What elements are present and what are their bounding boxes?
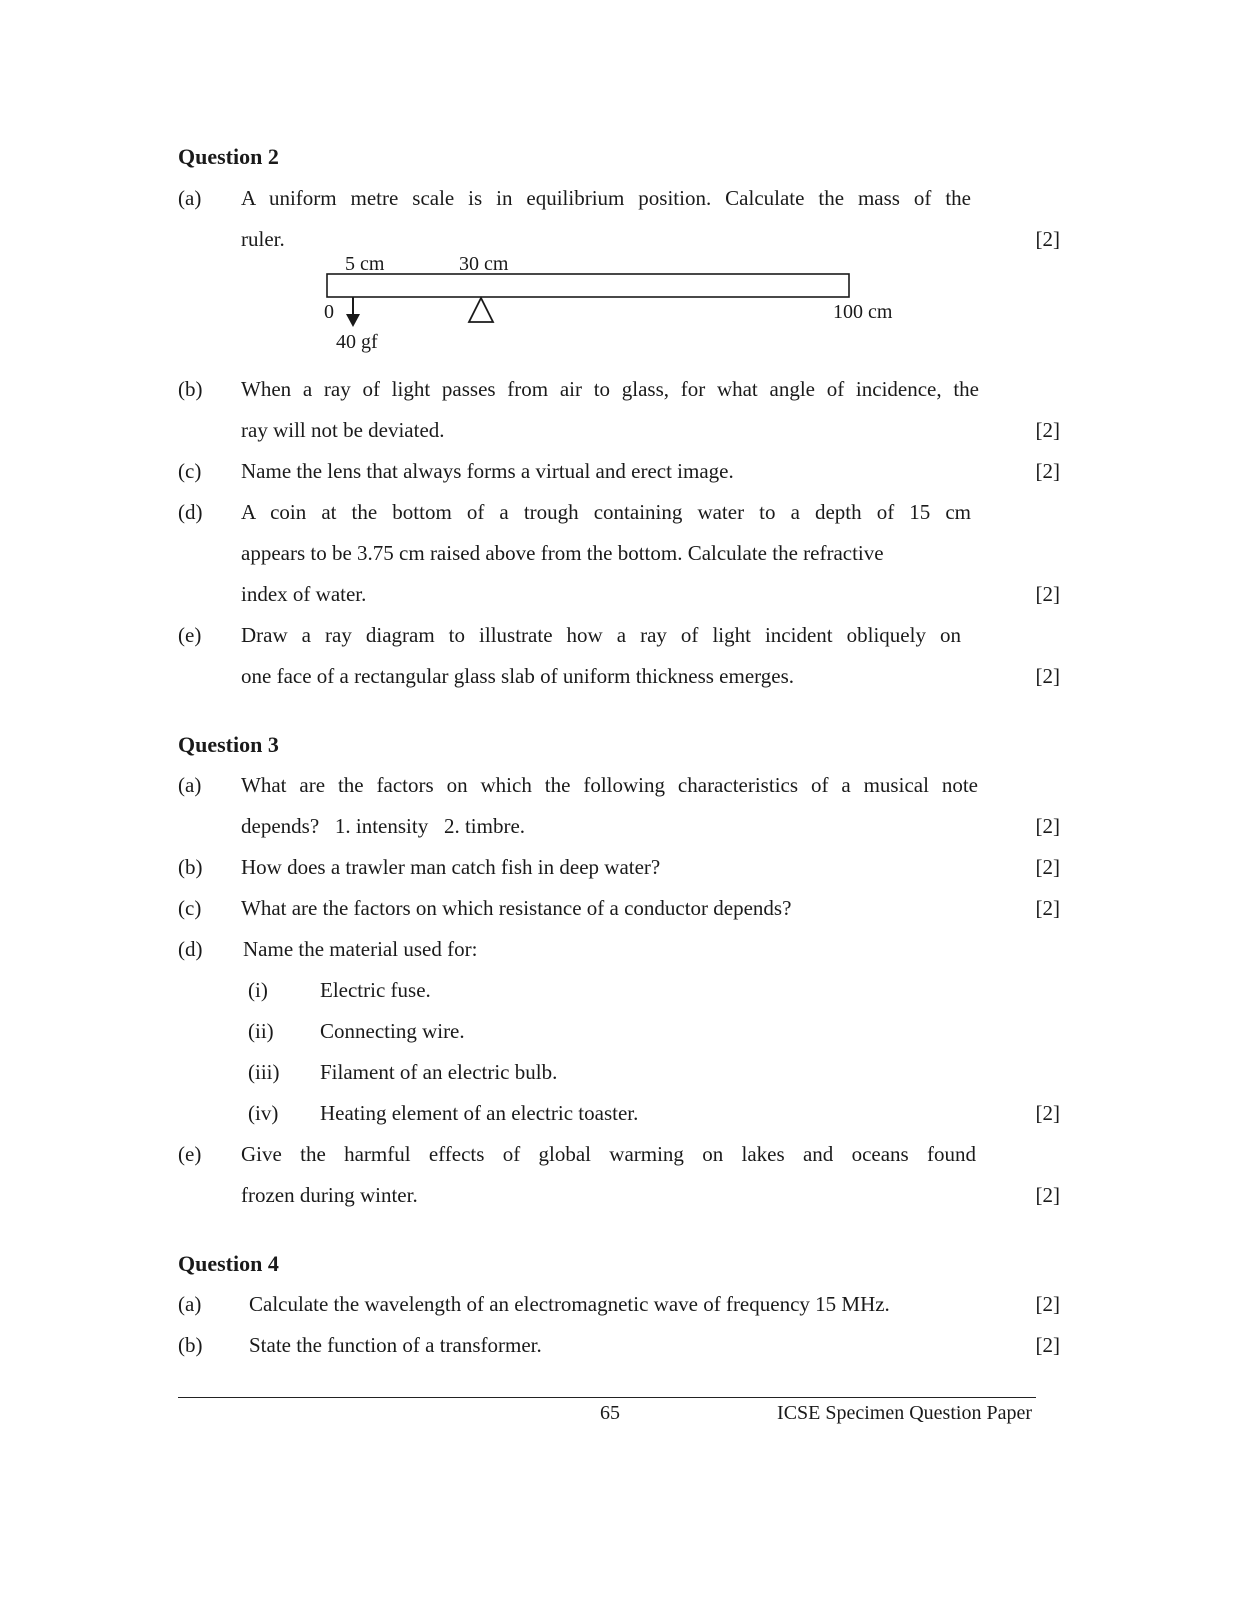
q3a-marks: [2] <box>1035 814 1060 838</box>
q3b-text: How does a trawler man catch fish in deep water? <box>241 855 661 879</box>
diagram-label-zero: 0 <box>324 301 334 323</box>
metre-scale-diagram <box>300 248 920 358</box>
q3c-text: What are the factors on which resistance of a conductor depends? <box>241 896 792 920</box>
q3a-label: (a) <box>178 773 202 797</box>
q3d-item-text: Heating element of an electric toaster. <box>320 1101 639 1125</box>
q2b-marks: [2] <box>1035 418 1060 442</box>
question-3-title: Question 3 <box>178 732 279 757</box>
q2e-label: (e) <box>178 623 202 647</box>
q3e-text-line2: frozen during winter. <box>241 1183 418 1207</box>
q3b-marks: [2] <box>1035 855 1060 879</box>
q2b-text-line2: ray will not be deviated. <box>241 418 445 442</box>
q3e-marks: [2] <box>1035 1183 1060 1207</box>
footer-divider <box>178 1397 1036 1398</box>
diagram-label-100cm: 100 cm <box>833 301 893 323</box>
metre-scale-ruler <box>327 274 849 297</box>
q4b-text: State the function of a transformer. <box>249 1333 542 1357</box>
q3d-text: Name the material used for: <box>243 937 478 961</box>
q2a-label: (a) <box>178 186 202 210</box>
diagram-label-5cm: 5 cm <box>345 253 385 275</box>
footer-title: ICSE Specimen Question Paper <box>777 1402 1032 1424</box>
q3d-item-text: Filament of an electric bulb. <box>320 1060 558 1084</box>
q4b-marks: [2] <box>1035 1333 1060 1357</box>
question-2-title: Question 2 <box>178 144 279 169</box>
diagram-label-40gf: 40 gf <box>336 331 378 353</box>
q2d-text-line1: A coin at the bottom of a trough containing water to a depth of 15 cm <box>241 500 971 524</box>
q2d-marks: [2] <box>1035 582 1060 606</box>
q2c-text: Name the lens that always forms a virtual and erect image. <box>241 459 734 483</box>
q2e-text-line1: Draw a ray diagram to illustrate how a ray of light incident obliquely on <box>241 623 961 647</box>
q3d-item-text: Electric fuse. <box>320 978 431 1002</box>
force-arrow-head <box>346 314 360 327</box>
q3d-item-text: Connecting wire. <box>320 1019 465 1043</box>
q4a-text: Calculate the wavelength of an electromagnetic wave of frequency 15 MHz. <box>249 1292 890 1316</box>
q3d-item-label: (iii) <box>248 1060 280 1084</box>
q2c-label: (c) <box>178 459 202 483</box>
q2d-text-line2: appears to be 3.75 cm raised above from the bottom. Calculate the refractive <box>241 541 884 565</box>
q2b-text-line1: When a ray of light passes from air to glass, for what angle of incidence, the <box>241 377 979 401</box>
page-number: 65 <box>600 1402 620 1424</box>
q3d-marks: [2] <box>1035 1101 1060 1125</box>
q3d-item-label: (ii) <box>248 1019 274 1043</box>
q2b-label: (b) <box>178 377 203 401</box>
q4a-label: (a) <box>178 1292 202 1316</box>
q3d-label: (d) <box>178 937 203 961</box>
q2e-marks: [2] <box>1035 664 1060 688</box>
q3e-label: (e) <box>178 1142 202 1166</box>
q3a-text-line2: depends? 1. intensity 2. timbre. <box>241 814 526 838</box>
q2e-text-line2: one face of a rectangular glass slab of uniform thickness emerges. <box>241 664 794 688</box>
diagram-label-30cm: 30 cm <box>459 253 509 275</box>
q3d-item-label: (i) <box>248 978 268 1002</box>
q3d-item-label: (iv) <box>248 1101 279 1125</box>
q2d-label: (d) <box>178 500 203 524</box>
q2a-text-line2: ruler. <box>241 227 285 251</box>
q3e-text-line1: Give the harmful effects of global warming on lakes and oceans found <box>241 1142 976 1166</box>
q2c-marks: [2] <box>1035 459 1060 483</box>
q2a-text-line1: A uniform metre scale is in equilibrium position. Calculate the mass of the <box>241 186 971 210</box>
q2d-text-line3: index of water. <box>241 582 367 606</box>
fulcrum-wedge <box>469 298 493 322</box>
q3a-text-line1: What are the factors on which the following characteristics of a musical note <box>241 773 978 797</box>
q3c-label: (c) <box>178 896 202 920</box>
q4a-marks: [2] <box>1035 1292 1060 1316</box>
q3c-marks: [2] <box>1035 896 1060 920</box>
question-4-title: Question 4 <box>178 1251 279 1276</box>
q3b-label: (b) <box>178 855 203 879</box>
q4b-label: (b) <box>178 1333 203 1357</box>
q2a-marks: [2] <box>1035 227 1060 251</box>
